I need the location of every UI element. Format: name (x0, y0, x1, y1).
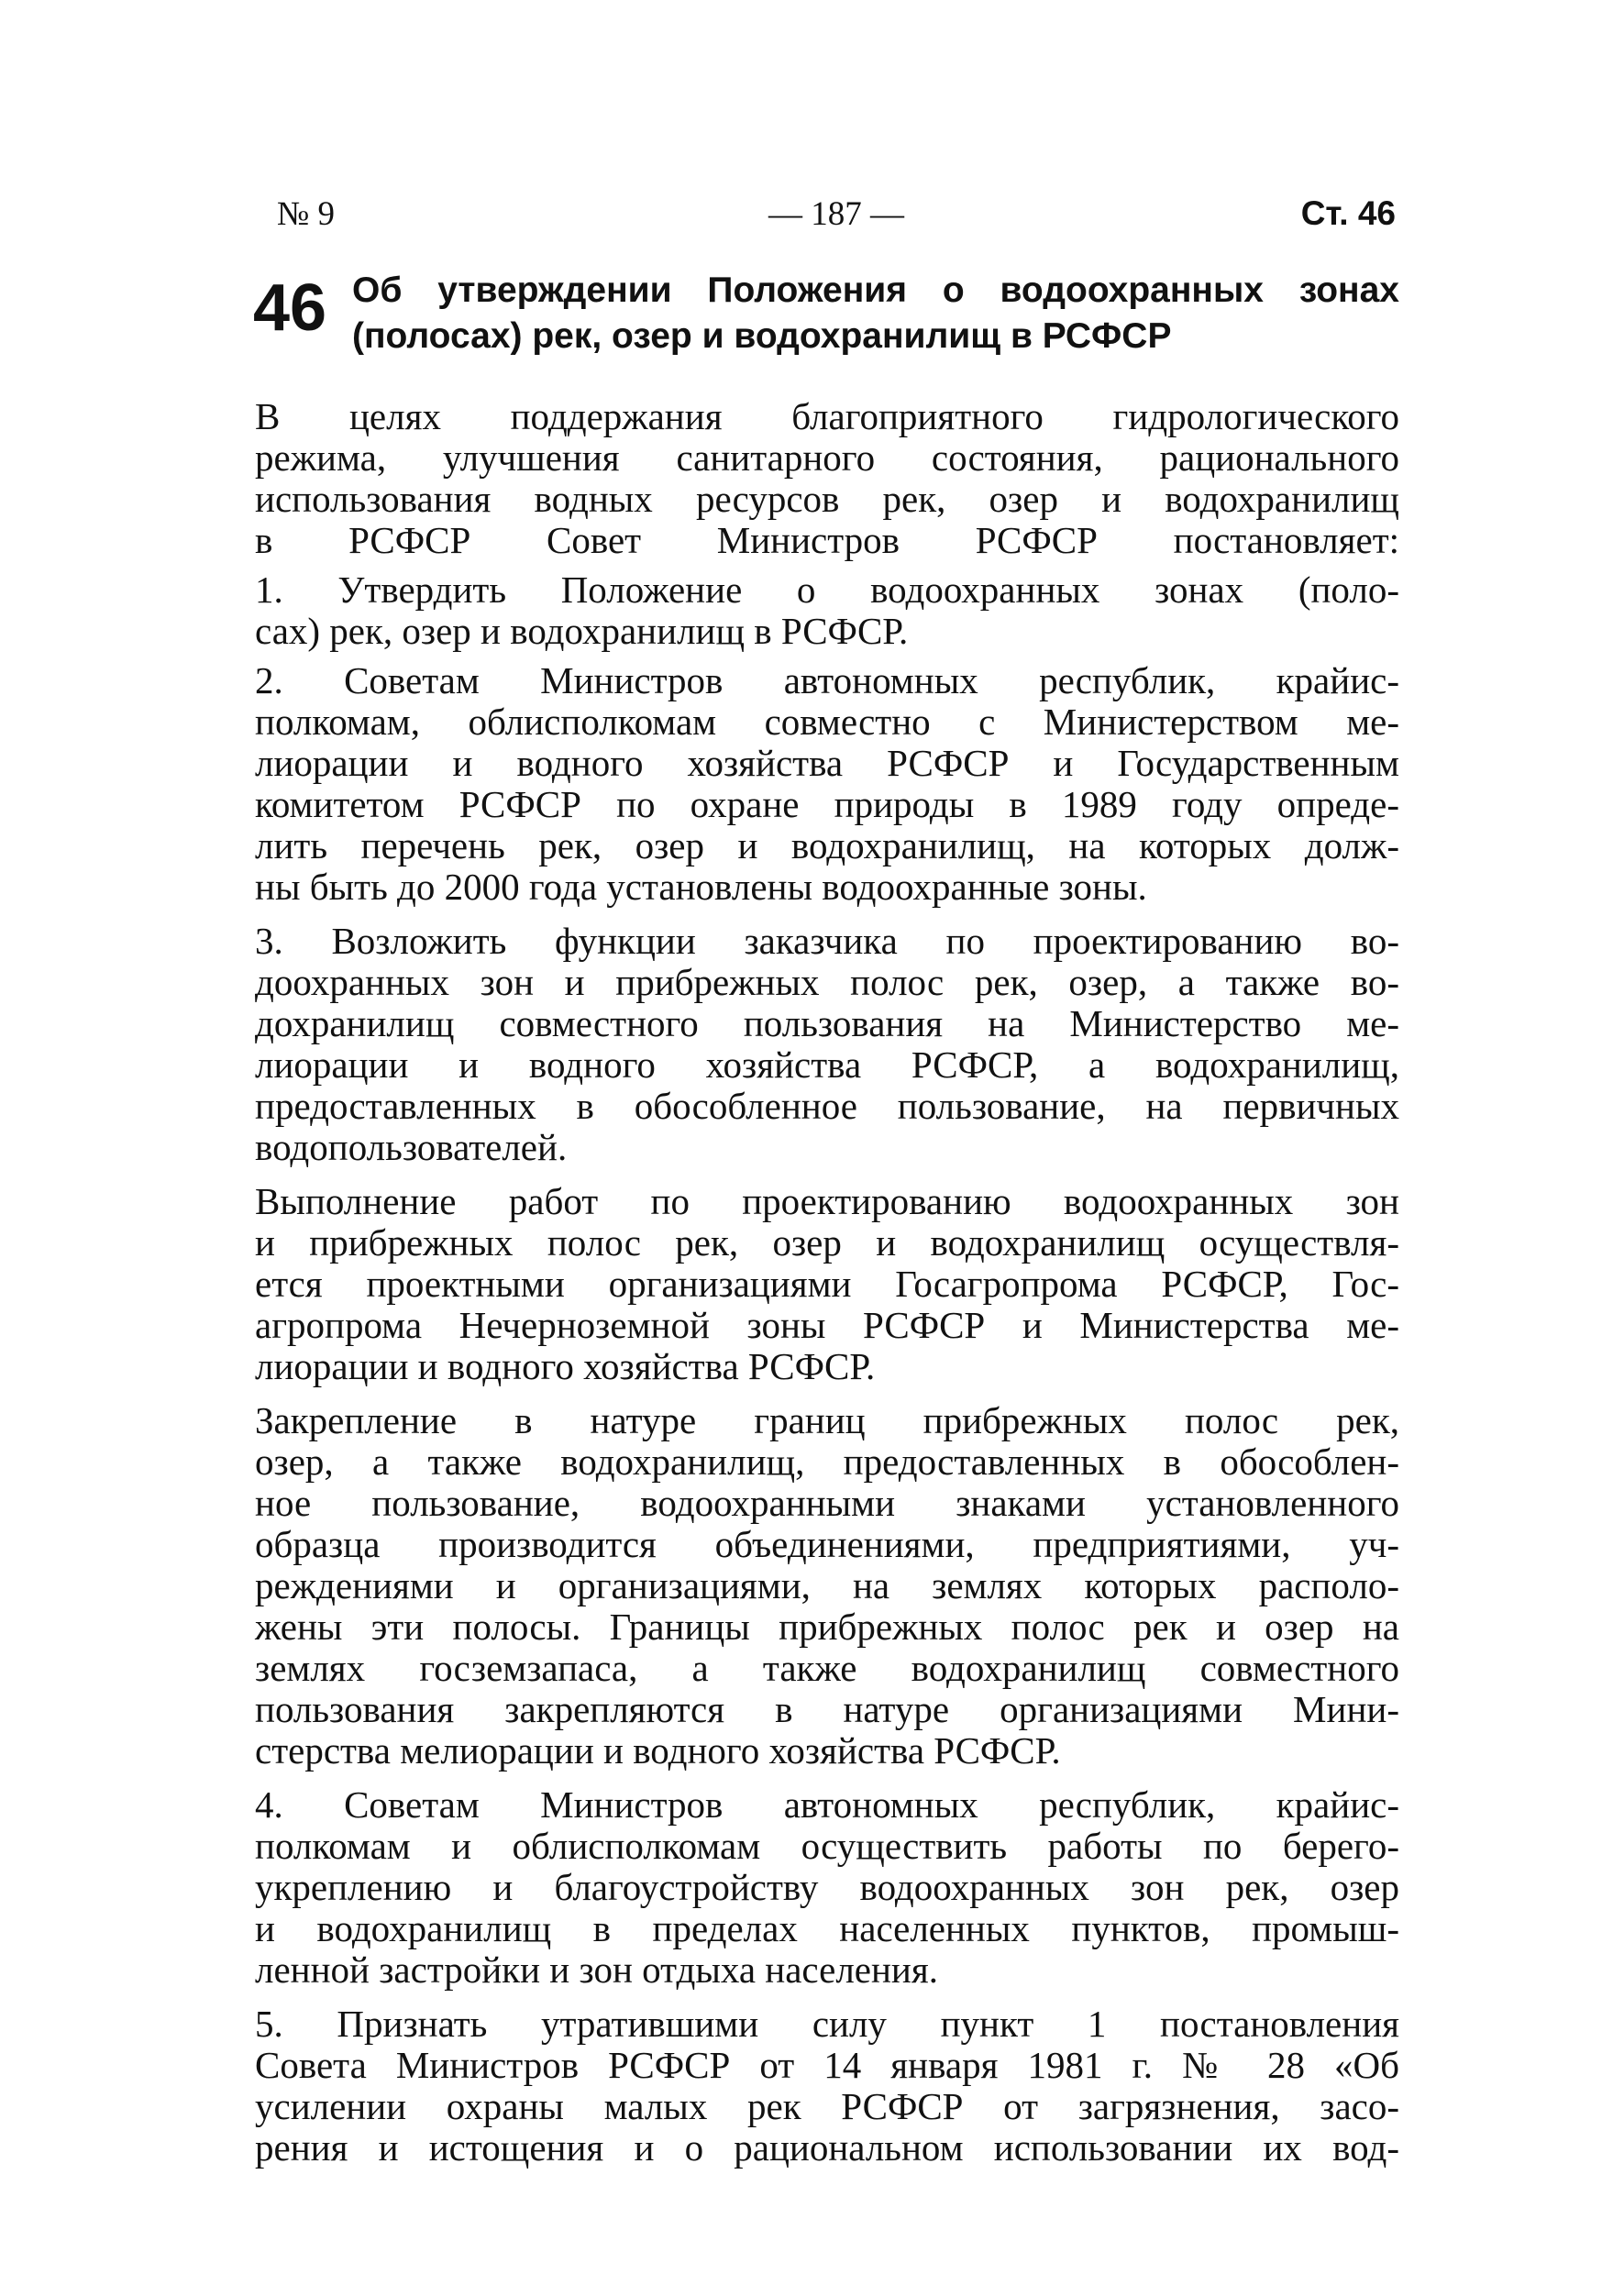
paragraph-item-3 (255, 921, 1399, 1168)
text-line: дохранилищ совместного пользования на Министерство ме- (255, 1002, 1399, 1044)
page-number: — 187 — (768, 195, 904, 233)
text-line: землях госземзапаса, а также водохранилищ совместного (255, 1647, 1399, 1689)
text-line: 2. Советам Министров автономных республик, крайис- (255, 659, 1399, 701)
text-line: Закрепление в натуре границ прибрежных полос рек, (255, 1399, 1399, 1441)
text-line: Выполнение работ по проектированию водоохранных зон (255, 1180, 1399, 1222)
text-line: лить перечень рек, озер и водохранилищ, на которых долж- (255, 824, 1399, 867)
text-line: и водохранилищ в пределах населенных пунктов, промыш- (255, 1907, 1399, 1949)
text-line: рения и истощения и о рациональном использовании их вод- (255, 2126, 1399, 2169)
text-line: 5. Признать утратившими силу пункт 1 постановления (255, 2003, 1399, 2045)
text-line: усилении охраны малых рек РСФСР от загрязнения, засо- (255, 2085, 1399, 2127)
text-line: режима, улучшения санитарного состояния, рационального (255, 436, 1399, 479)
paragraph-execution (255, 1181, 1399, 1387)
text-line: 3. Возложить функции заказчика по проектированию во- (255, 920, 1399, 962)
text-line: стерства мелиорации и водного хозяйства РСФСР. (255, 1729, 1061, 1772)
text-line: лиорации и водного хозяйства РСФСР, а водохранилищ, (255, 1043, 1399, 1086)
text-line: укреплению и благоустройству водоохранных зон рек, озер (255, 1866, 1399, 1908)
paragraph-fixing (255, 1400, 1399, 1772)
issue-number: № 9 (277, 195, 336, 233)
text-line: ны быть до 2000 года установлены водоохранные зоны. (255, 866, 1147, 908)
text-line: использования водных ресурсов рек, озер и водохранилищ (255, 478, 1399, 520)
text-line: полкомам, облисполкомам совместно с Министерством ме- (255, 701, 1399, 743)
paragraph-item-5 (255, 2004, 1399, 2169)
text-line: 4. Советам Министров автономных республик, крайис- (255, 1783, 1399, 1826)
text-line: агропрома Нечерноземной зоны РСФСР и Министерства ме- (255, 1304, 1399, 1346)
paragraph-item-1 (255, 569, 1399, 652)
paragraph-item-4 (255, 1784, 1399, 1991)
text-line: Совета Министров РСФСР от 14 января 1981 г. № 28 «Об (255, 2044, 1399, 2086)
text-line: пользования закрепляются в натуре организациями Мини- (255, 1688, 1399, 1730)
text-line: озер, а также водохранилищ, предоставленных в обособлен- (255, 1441, 1399, 1483)
title-text (352, 268, 1399, 359)
text-line: ется проектными организациями Госагропрома РСФСР, Гос- (255, 1263, 1399, 1305)
text-line: 1. Утвердить Положение о водоохранных зонах (поло- (255, 568, 1399, 611)
text-line: и прибрежных полос рек, озер и водохранилищ осуществля- (255, 1221, 1399, 1264)
text-line: ленной застройки и зон отдыха населения. (255, 1948, 938, 1991)
text-line: комитетом РСФСР по охране природы в 1989 году опреде- (255, 783, 1399, 825)
text-line: сах) рек, озер и водохранилищ в РСФСР. (255, 610, 909, 652)
text-line: доохранных зон и прибрежных полос рек, озер, а также во- (255, 961, 1399, 1003)
document-body (255, 396, 1399, 2169)
text-line: полкомам и облисполкомам осуществить работы по берего- (255, 1825, 1399, 1867)
page-header (277, 194, 1396, 240)
text-line: реждениями и организациями, на землях которых располо- (255, 1564, 1399, 1606)
text-line: ное пользование, водоохранными знаками установленного (255, 1482, 1399, 1524)
text-line: в РСФСР Совет Министров РСФСР постановляет: (255, 519, 1399, 561)
text-line: предоставленных в обособленное пользование, на первичных (255, 1085, 1399, 1127)
title-line: (полосах) рек, озер и водохранилищ в РСФСР (352, 316, 1172, 356)
paragraph-item-2 (255, 660, 1399, 908)
document-title (253, 268, 1399, 378)
text-line: образца производится объединениями, предприятиями, уч- (255, 1523, 1399, 1565)
paragraph-preamble (255, 396, 1399, 561)
text-line: жены эти полосы. Границы прибрежных полос рек и озер на (255, 1606, 1399, 1648)
text-line: лиорации и водного хозяйства РСФСР и Государственным (255, 742, 1399, 784)
text-line: водопользователей. (255, 1126, 568, 1168)
title-line: Об утверждении Положения о водоохранных зонах (352, 270, 1399, 310)
text-line: лиорации и водного хозяйства РСФСР. (255, 1345, 876, 1387)
text-line: В целях поддержания благоприятного гидрологического (255, 395, 1399, 437)
title-article-number: 46 (253, 271, 327, 345)
article-number: Ст. 46 (1300, 194, 1396, 232)
